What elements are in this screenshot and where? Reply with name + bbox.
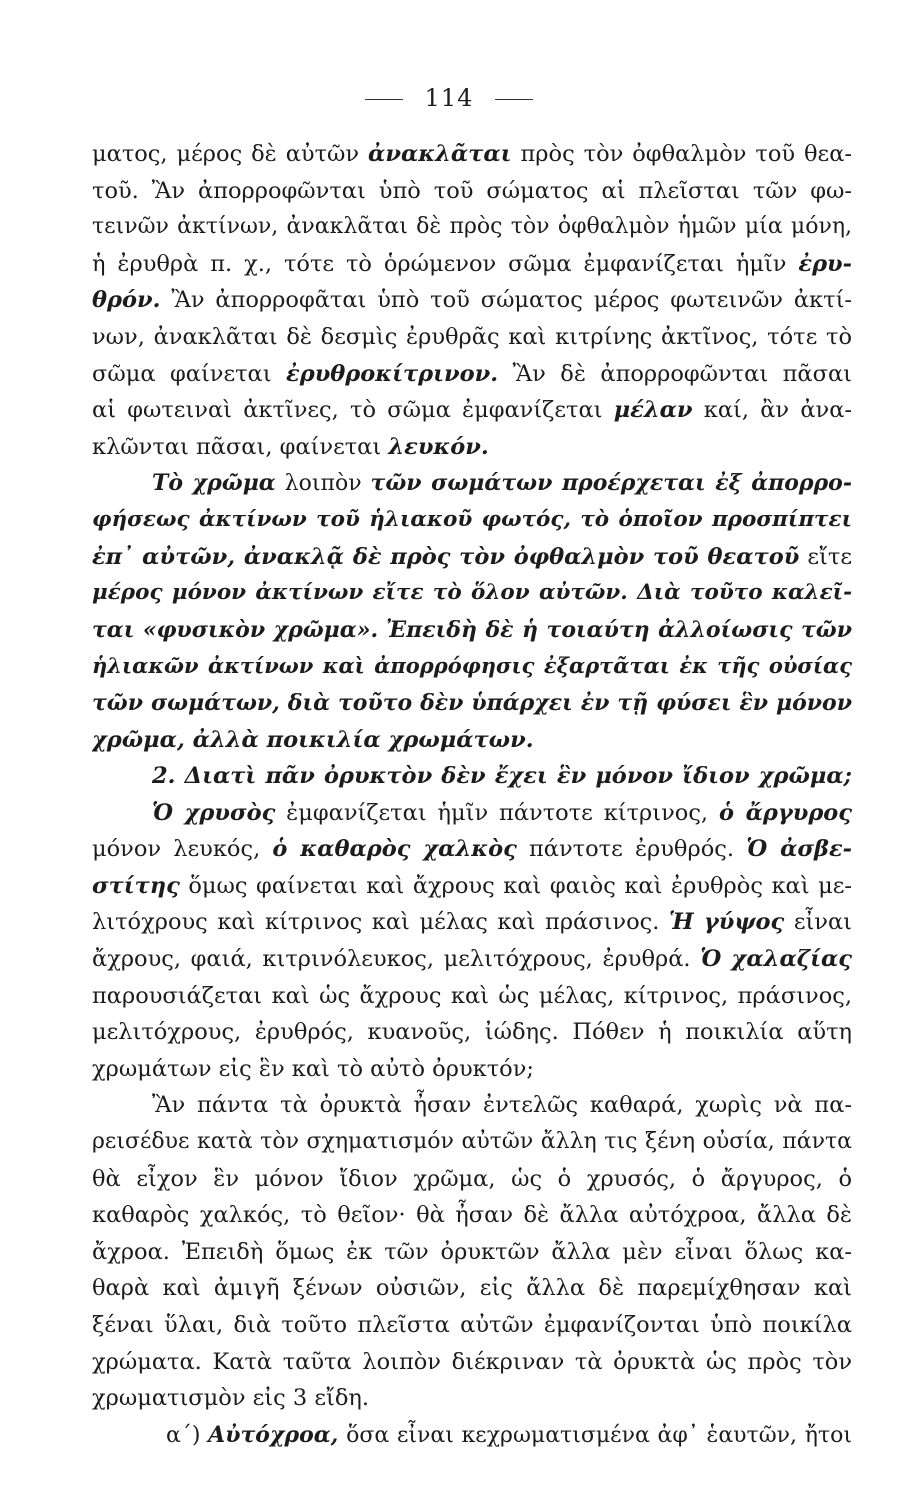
emphasized-text: τῶν σωμάτων, διὰ τοῦτο δὲν ὑπάρχει ἐν τῇ φύσει ἓν μόνον bbox=[92, 689, 852, 716]
text-segment: ἄχροα. Ἐπειδὴ ὅμως ἐκ τῶν ὀρυκτῶν ἄλλα μὲν εἶναι ὅλως κα- bbox=[92, 1238, 852, 1265]
text-line bbox=[92, 868, 852, 905]
text-line bbox=[92, 319, 852, 356]
text-line bbox=[92, 612, 852, 649]
text-segment: σῶμα φαίνεται bbox=[92, 360, 287, 387]
text-segment: εἴτε bbox=[799, 543, 852, 570]
text-segment bbox=[378, 618, 386, 643]
header-dash-right bbox=[495, 99, 533, 100]
text-segment: ὅμως φαίνεται καὶ ἄχρους καὶ φαιὸς καὶ ἐρυθρὸς καὶ με- bbox=[179, 872, 852, 899]
emphasized-text: ὁ ἄργυρος bbox=[718, 799, 852, 826]
text-line bbox=[92, 246, 852, 283]
text-segment: ξέναι ὕλαι, διὰ τοῦτο πλεῖστα αὐτῶν ἐμφανίζονται ὑπὸ ποικίλα bbox=[92, 1312, 852, 1338]
emphasized-text: 2. Διατὶ πᾶν ὀρυκτὸν δὲν ἔχει ἓν μόνον ἴδιον χρῶμα; bbox=[152, 763, 852, 790]
emphasized-text: ἡλιακῶν ἀκτίνων καὶ ἀπορρόφησις ἐξαρτᾶται ἐκ τῆς οὐσίας bbox=[92, 653, 852, 679]
text-line bbox=[92, 941, 852, 978]
text-segment: λιτόχρους καὶ κίτρινος καὶ μέλας καὶ πράσινος. bbox=[92, 909, 669, 936]
text-line bbox=[92, 1307, 852, 1344]
emphasized-text: χρῶμα, ἀλλὰ ποικιλία χρωμάτων. bbox=[92, 726, 534, 753]
emphasized-text: ἐρυθροκίτρινον. bbox=[286, 360, 499, 387]
text-segment: πάντοτε ἐρυθρός. bbox=[516, 836, 747, 863]
page-body-text bbox=[92, 136, 852, 1453]
text-line bbox=[92, 1051, 852, 1088]
text-segment: ἄχρους, φαιά, κιτρινόλευκος, μελιτόχρους, ἐρυθρά. bbox=[92, 946, 701, 973]
emphasized-text: Ὁ χαλαζίας bbox=[700, 946, 852, 973]
emphasized-text: ται «φυσικὸν χρῶμα». bbox=[92, 616, 379, 643]
text-line bbox=[92, 1197, 852, 1234]
text-line bbox=[92, 209, 852, 246]
text-segment: πρὸς τὸν ὀφθαλμὸν τοῦ θεα- bbox=[511, 141, 852, 167]
text-line bbox=[92, 173, 852, 210]
text-line bbox=[92, 1014, 852, 1051]
text-segment: ἐμφανίζεται ἡμῖν πάντοτε κίτρινος, bbox=[275, 799, 719, 826]
emphasized-text: στίτης bbox=[92, 872, 180, 899]
text-line bbox=[92, 978, 852, 1015]
text-line bbox=[92, 429, 852, 466]
text-line bbox=[92, 685, 852, 722]
header-dash-left bbox=[365, 99, 403, 100]
text-segment: ὅσα εἶναι κεχρωματισμένα ἀφ᾽ ἑαυτῶν, ἤτοι bbox=[338, 1422, 852, 1448]
emphasized-text: ἐπ᾽ αὐτῶν, ἀνακλᾷ δὲ πρὸς τὸν ὀφθαλμὸν τοῦ θεατοῦ bbox=[92, 543, 800, 570]
emphasized-text: μέλαν bbox=[613, 397, 693, 424]
text-line bbox=[92, 1234, 852, 1271]
text-segment: θὰ εἶχον ἓν μόνον ἴδιον χρῶμα, ὡς ὁ χρυσός, ὁ ἄργυρος, ὁ bbox=[92, 1165, 852, 1192]
text-segment: χρωμάτων εἰς ἓν καὶ τὸ αὐτὸ ὀρυκτόν; bbox=[92, 1055, 534, 1082]
emphasized-text: λευκόν. bbox=[388, 433, 489, 460]
emphasized-text: θρόν. bbox=[92, 287, 161, 314]
emphasized-text: μέρος μόνον ἀκτίνων εἴτε τὸ ὅλον αὐτῶν. Διὰ τοῦτο καλεῖ- bbox=[92, 580, 852, 606]
text-line bbox=[92, 1380, 852, 1417]
emphasized-text: Τὸ χρῶμα bbox=[152, 470, 276, 497]
text-segment: Ἂν ἀπορροφᾶται ὑπὸ τοῦ σώματος μέρος φωτεινῶν ἀκτί- bbox=[160, 287, 852, 314]
page-header bbox=[0, 84, 898, 112]
text-segment: Ἂν πάντα τὰ ὀρυκτὰ ἦσαν ἐντελῶς καθαρά, χωρὶς νὰ πα- bbox=[152, 1092, 852, 1119]
text-segment: τοῦ. Ἂν ἀπορροφῶνται ὑπὸ τοῦ σώματος αἱ πλεῖσται τῶν φω- bbox=[92, 177, 852, 204]
text-line bbox=[92, 722, 852, 759]
text-line bbox=[92, 1161, 852, 1198]
text-segment: χρώματα. Κατὰ ταῦτα λοιπὸν διέκριναν τὰ ὀρυκτὰ ὡς πρὸς τὸν bbox=[92, 1348, 852, 1375]
text-line bbox=[92, 575, 852, 612]
text-line bbox=[92, 1124, 852, 1161]
text-segment: λοιπὸν bbox=[275, 471, 371, 497]
text-segment: παρουσιάζεται καὶ ὡς ἄχρους καὶ ὡς μέλας, κίτρινος, πράσινος, bbox=[92, 982, 852, 1009]
emphasized-text: Ἐπειδὴ δὲ ἡ τοιαύτη ἀλλοίωσις τῶν bbox=[385, 616, 852, 643]
text-segment: θαρὰ καὶ ἀμιγῆ ξένων οὐσιῶν, εἰς ἄλλα δὲ παρεμίχθησαν καὶ bbox=[92, 1275, 852, 1302]
emphasized-text: φήσεως ἀκτίνων τοῦ ἡλιακοῦ φωτός, τὸ ὁποῖον προσπίπτει bbox=[92, 506, 852, 532]
text-segment: μελιτόχρους, ἐρυθρός, κυανοῦς, ἰώδης. Πόθεν ἡ ποικιλία αὕτη bbox=[92, 1019, 852, 1046]
text-line bbox=[92, 648, 852, 685]
text-segment: ματος, μέρος δὲ αὐτῶν bbox=[92, 141, 369, 167]
emphasized-text: τῶν σωμάτων προέρχεται ἐξ ἀπορρο- bbox=[370, 470, 852, 497]
text-line bbox=[92, 282, 852, 319]
emphasized-text: ἀνακλᾶται bbox=[368, 141, 512, 167]
emphasized-text: Αὐτόχροα, bbox=[208, 1421, 339, 1448]
emphasized-text: Ἡ γύψος bbox=[669, 909, 785, 936]
text-line bbox=[92, 502, 852, 539]
text-line bbox=[92, 1270, 852, 1307]
text-segment: ἡ ἐρυθρὰ π. χ., τότε τὸ ὁρώμενον σῶμα ἐμφανίζεται ἡμῖν bbox=[92, 250, 799, 277]
text-segment: κλῶνται πᾶσαι, φαίνεται bbox=[92, 433, 389, 460]
text-segment: α´) bbox=[166, 1422, 209, 1448]
text-line bbox=[92, 758, 852, 795]
text-segment: εἶναι bbox=[784, 909, 852, 936]
text-line bbox=[92, 904, 852, 941]
emphasized-text: ἐρυ- bbox=[798, 250, 852, 277]
text-segment: καθαρὸς χαλκός, τὸ θεῖον· θὰ ἦσαν δὲ ἄλλα αὐτόχροα, ἄλλα δὲ bbox=[92, 1202, 852, 1229]
text-line bbox=[92, 356, 852, 393]
text-segment: ρεισέδυε κατὰ τὸν σχηματισμόν αὐτῶν ἄλλη τις ξένη οὐσία, πάντα bbox=[92, 1129, 852, 1155]
text-line bbox=[92, 539, 852, 576]
emphasized-text: Ὁ ἀσβε- bbox=[746, 836, 852, 863]
text-line bbox=[92, 831, 852, 868]
text-segment: Ἂν δὲ ἀπορροφῶνται πᾶσαι bbox=[498, 360, 852, 387]
emphasized-text: ὁ καθαρὸς χαλκὸς bbox=[272, 836, 517, 863]
text-segment: καί, ἂν ἀνα- bbox=[692, 397, 852, 424]
text-line bbox=[92, 795, 852, 832]
text-segment: τεινῶν ἀκτίνων, ἀνακλᾶται δὲ πρὸς τὸν ὀφθαλμὸν ἡμῶν μία μόνη, bbox=[92, 214, 852, 240]
emphasized-text: Ὁ χρυσὸς bbox=[152, 799, 276, 826]
text-segment: νων, ἀνακλᾶται δὲ δεσμὶς ἐρυθρᾶς καὶ κιτρίνης ἀκτῖνος, τότε τὸ bbox=[92, 323, 852, 350]
text-segment: αἱ φωτειναὶ ἀκτῖνες, τὸ σῶμα ἐμφανίζεται bbox=[92, 397, 614, 424]
text-segment: χρωματισμὸν εἰς 3 εἴδη. bbox=[92, 1385, 370, 1412]
text-line bbox=[92, 136, 852, 173]
text-line bbox=[92, 1344, 852, 1381]
text-line bbox=[92, 1417, 852, 1454]
text-line bbox=[92, 1087, 852, 1124]
text-line bbox=[92, 465, 852, 502]
text-segment: μόνον λευκός, bbox=[92, 836, 273, 863]
page-number: 114 bbox=[424, 84, 474, 112]
text-line bbox=[92, 392, 852, 429]
